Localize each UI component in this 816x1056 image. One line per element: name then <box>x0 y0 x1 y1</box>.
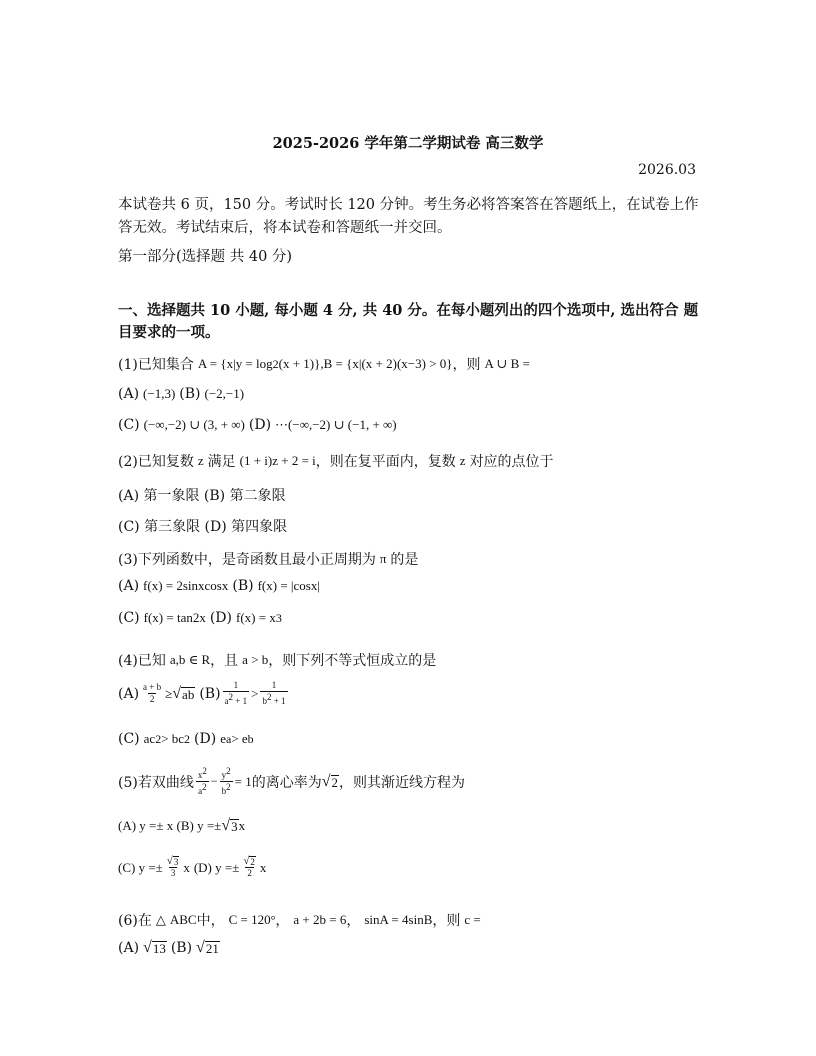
q4-options-cd <box>118 731 254 747</box>
q3-options-ab <box>118 578 320 594</box>
q5-opt-d-den: 2 <box>247 868 252 878</box>
q5-num-y <box>220 766 233 781</box>
q2-tail2: 对应的点位于 <box>469 454 554 470</box>
q5-den-b-var: b <box>221 786 227 796</box>
q3-opt-b-label: (B) <box>232 578 254 594</box>
q5-den-b <box>220 781 233 797</box>
q3-opt-d: f(x) = x <box>236 610 276 625</box>
q1-options-ab <box>118 386 244 402</box>
q4-mid: ，且 <box>210 653 239 669</box>
q6-ask: c = <box>464 912 481 927</box>
question-2 <box>118 451 554 471</box>
q4-prefix: (4)已知 <box>118 653 166 669</box>
q6-mid: 中， <box>196 913 225 929</box>
question-6 <box>118 910 481 930</box>
q4-opt-b-den-1-var: a <box>224 696 229 706</box>
q5-opt-d-fraction <box>241 856 258 879</box>
q6-sep-1: ， <box>275 913 290 929</box>
q4-opt-c-lhs: ac <box>143 731 156 746</box>
q3-opt-c: f(x) = tan2x <box>143 610 206 625</box>
q4-opt-b-den-1-exp: 2 <box>228 692 234 702</box>
q6-opt-a-label: (A) <box>118 940 140 956</box>
q4-opt-b-fraction-2 <box>260 680 287 707</box>
q5-ecc-radicand: 2 <box>331 774 338 790</box>
q3-opt-d-exponent: 3 <box>275 610 282 625</box>
q4-opt-b-den-1 <box>223 691 250 707</box>
question-3 <box>118 549 418 569</box>
q5-minus: − <box>210 774 218 788</box>
q5-opt-c-num: √ 3 <box>166 855 179 867</box>
q2-var-z2: z <box>459 453 466 468</box>
q4-opt-d-rhs: > e <box>231 731 248 746</box>
q5-opt-c-radicand: 3 <box>173 857 179 867</box>
q6-opt-a-radicand: 13 <box>152 941 166 956</box>
q5-opt-ab: (A) y =± x (B) y =± <box>118 818 222 833</box>
q4-opt-c-label: (C) <box>118 731 140 747</box>
q4-opt-b-den-2 <box>260 691 287 707</box>
q5-num-x <box>196 766 209 781</box>
q2-options-cd: (C) 第三象限 (D) 第四象限 <box>118 519 288 535</box>
q5-opt-d-radicand: 2 <box>250 857 255 867</box>
q1-opt-d: ⋯(−∞,−2) ∪ (−1, + ∞) <box>275 417 397 432</box>
q1-opt-a-label: (A) <box>118 386 140 402</box>
q1-prefix: (1)已知集合 <box>118 357 194 373</box>
q6-tail: ，则 <box>432 913 461 929</box>
q4-opt-a-numerator: a + b <box>143 682 162 692</box>
q3-opt-a: f(x) = 2sinxcosx <box>143 578 229 593</box>
exam-title: 2025-2026 学年第二学期试卷 高三数学 <box>272 135 544 152</box>
q5-opt-b-x: x <box>238 818 246 833</box>
q6-degree: ° <box>270 912 276 927</box>
q2-equation: (1 + i)z + 2 = i <box>239 453 316 468</box>
q4-opt-a-sqrt: √ ab <box>172 684 195 702</box>
q4-opt-c-exp-2: 2 <box>184 731 191 746</box>
q4-opt-c-exp-1: 2 <box>155 731 162 746</box>
q1-opt-c: (−∞,−2) ∪ (3, + ∞) <box>143 417 245 432</box>
q3-options-cd <box>118 610 282 626</box>
q3-prefix: (3)下列函数中，是奇函数且最小正周期为 <box>118 552 376 568</box>
q5-fraction-x <box>196 766 209 797</box>
q1-opt-c-label: (C) <box>118 417 140 433</box>
q3-opt-d-label: (D) <box>209 610 232 626</box>
q4-opt-d-exp-a: a <box>225 731 232 746</box>
q5-num-y-var: y <box>221 770 227 780</box>
q5-opt-c-den: 3 <box>170 868 176 878</box>
q6-options-ab <box>118 940 220 956</box>
q5-num-y-exp: 2 <box>226 766 231 776</box>
question-5 <box>118 766 465 797</box>
q5-den-b-exp: 2 <box>226 782 231 792</box>
q1-set-a: A = {x|y = log <box>197 356 273 371</box>
q5-opt-d-x: x <box>259 859 267 875</box>
q5-prefix: (5)若双曲线 <box>118 774 194 791</box>
exam-date: 2026.03 <box>638 162 696 178</box>
q4-opt-b-fraction-1 <box>223 680 250 707</box>
section-heading: 一、选择题共 10 小题, 每小题 4 分, 共 40 分。在每小题列出的四个选项中, 选出符合 题目要求的一项。 <box>118 302 699 341</box>
q1-set-b: (x + 1)},B = {x|(x + 2)(x−3) > 0} <box>278 356 453 371</box>
q1-ask: ，则 <box>452 357 481 373</box>
q1-opt-d-label: (D) <box>248 417 272 433</box>
q6-opt-b-radicand: 21 <box>205 941 219 956</box>
q1-options-cd <box>118 417 397 433</box>
q5-den-a-exp: 2 <box>202 782 207 792</box>
q2-mid: 满足 <box>207 454 236 470</box>
q4-opt-a-rel: ≥ <box>165 685 173 701</box>
q4-opt-a-label: (A) <box>118 685 140 702</box>
q4-cond: a,b ∈ R <box>169 652 211 667</box>
q6-triangle-icon: △ <box>155 912 166 927</box>
q6-prefix: (6)在 <box>118 913 152 929</box>
q4-opt-b-den-1-tail: + 1 <box>233 696 248 706</box>
q6-cond-sin: sinA = 4sinB <box>364 912 433 927</box>
q5-options-cd <box>118 856 266 879</box>
q5-mid: 的离心率为 <box>251 774 322 791</box>
q6-abc: ABC <box>169 912 197 927</box>
q1-opt-b-label: (B) <box>179 386 201 402</box>
q5-opt-d-num: √ 2 <box>243 855 255 867</box>
q4-opt-b-num-2: 1 <box>271 680 277 690</box>
q6-sep-2: ， <box>346 913 361 929</box>
q4-opt-a-fraction <box>141 682 163 705</box>
q4-opt-b-rel: > <box>251 685 259 701</box>
q5-tail: ，则其渐近线方程为 <box>339 774 465 791</box>
q5-opt-c-label: (C) y =± <box>118 859 163 875</box>
q4-opt-d-label: (D) <box>194 731 217 747</box>
q1-opt-a: (−1,3) <box>143 386 176 401</box>
q4-options-ab <box>118 680 290 707</box>
q4-opt-b-den-2-var: b <box>262 696 267 706</box>
q2-tail: ，则在复平面内，复数 <box>315 454 456 470</box>
q3-pi: π <box>379 551 387 566</box>
q3-opt-c-label: (C) <box>118 610 140 626</box>
q5-den-a-var: a <box>198 786 203 796</box>
q1-log-base: 2 <box>272 356 279 371</box>
q5-fraction-y <box>220 766 233 797</box>
q4-opt-b-label: (B) <box>199 685 221 702</box>
q4-opt-a-denominator: 2 <box>149 694 155 704</box>
q5-opt-c-x: x <box>183 859 190 875</box>
q4-opt-d-lhs: e <box>220 731 226 746</box>
q4-tail: ，则下列不等式恒成立的是 <box>268 653 437 669</box>
q1-expr: A ∪ B = <box>484 356 530 371</box>
q5-opt-c-fraction <box>165 856 182 879</box>
question-4 <box>118 650 436 670</box>
q4-opt-c-rhs: > bc <box>161 731 185 746</box>
q5-eq: = 1 <box>234 773 252 789</box>
q6-opt-b-label: (B) <box>170 940 193 956</box>
q4-opt-a-radicand: ab <box>182 686 195 702</box>
part-heading: 第一部分(选择题 共 40 分) <box>118 249 293 265</box>
q5-num-x-exp: 2 <box>202 766 207 776</box>
q6-opt-b-sqrt: √ 21 <box>196 939 219 956</box>
q4-opt-d-exp-b: b <box>247 731 254 746</box>
q5-den-a <box>196 781 209 797</box>
q3-opt-a-label: (A) <box>118 578 140 594</box>
q5-opt-b-radicand: 3 <box>231 819 238 834</box>
q3-tail: 的是 <box>390 552 419 568</box>
q5-opt-d-label: (D) y =± <box>193 859 240 875</box>
q6-opt-a-sqrt: √ 13 <box>143 939 166 956</box>
q5-num-x-var: x <box>197 770 203 780</box>
q4-opt-b-num-1: 1 <box>233 680 239 690</box>
question-1 <box>118 354 530 374</box>
q4-opt-b-den-2-exp: 2 <box>266 692 272 702</box>
q5-ecc-sqrt: √ 2 <box>321 772 338 790</box>
q6-cond-sum: a + 2b = 6 <box>293 912 347 927</box>
q2-prefix: (2)已知复数 <box>118 454 194 470</box>
q4-opt-b-den-2-tail: + 1 <box>271 696 286 706</box>
q3-opt-b: f(x) = |cosx| <box>257 578 320 593</box>
q2-var-z: z <box>197 453 204 468</box>
exam-instructions: 本试卷共 6 页，150 分。考试时长 120 分钟。考生务必将答案答在答题纸上，在试卷上作答无效。考试结束后，将本试卷和答题纸一并交回。 <box>118 197 699 236</box>
q2-options-ab: (A) 第一象限 (B) 第二象限 <box>118 488 286 504</box>
q5-opt-b-sqrt: √ 3 <box>221 817 238 834</box>
q4-cond2: a > b <box>242 652 269 667</box>
q1-opt-b: (−2,−1) <box>204 386 245 401</box>
q5-options-ab <box>118 818 245 834</box>
q6-cond-c: C = 120 <box>228 912 271 927</box>
